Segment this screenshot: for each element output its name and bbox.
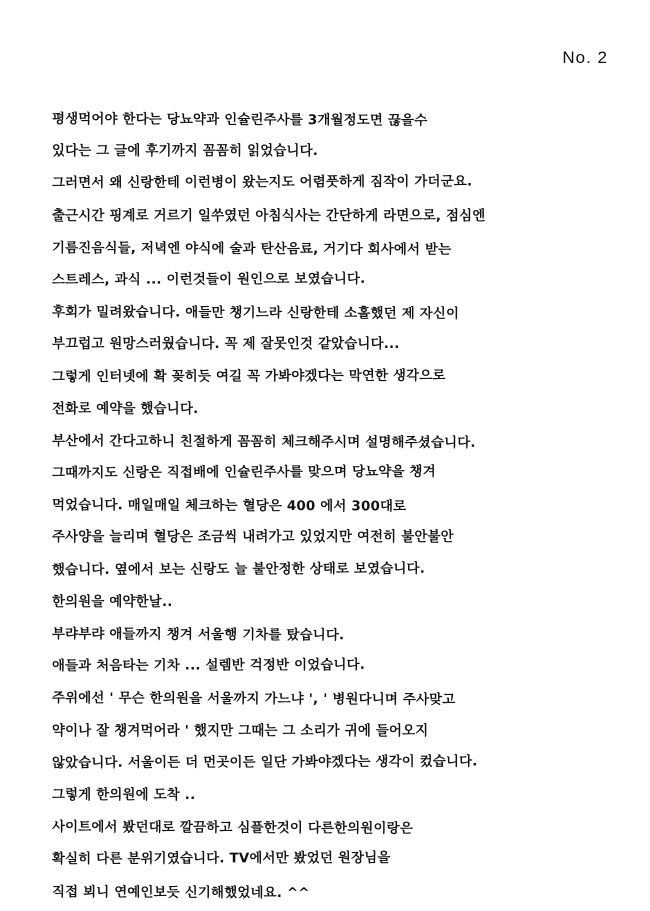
letter-line: 그때까지도 신랑은 직접배에 인슐린주사를 맞으며 당뇨약을 챙겨 [51, 464, 436, 482]
page-number: No. 2 [562, 48, 608, 67]
letter-line: 스트레스, 과식 ... 이런것들이 원인으로 보였습니다. [51, 271, 366, 288]
letter-line: 출근시간 핑계로 거르기 일쑤였던 아침식사는 간단하게 라면으로, 점심엔 [52, 208, 486, 224]
letter-line: 애들과 처음타는 기차 ... 설렘반 걱정반 이었습니다. [51, 658, 366, 675]
letter-line: 그러면서 왜 신랑한테 이런병이 왔는지도 어렴풋하게 짐작이 가더군요. [51, 174, 473, 192]
letter-line: 부산에서 간다고하니 친절하게 꼼꼼히 체크해주시며 설명해주셨습니다. [51, 433, 476, 451]
letter-line: 기름진음식들, 저녁엔 야식에 술과 탄산음료, 거기다 회사에서 받는 [51, 240, 452, 258]
letter-line: 주사양을 늘리며 혈당은 조금씩 내려가고 있었지만 여전히 불안불안 [52, 530, 454, 546]
letter-line: 사이트에서 봤던대로 깔끔하고 심플한것이 다른한의원이랑은 [51, 820, 414, 837]
letter-line: 그렇게 한의원에 도착 .. [52, 787, 196, 803]
letter-line: 있다는 그 글에 후기까지 꼼꼼히 읽었습니다. [52, 144, 319, 160]
letter-line: 확실히 다른 분위기였습니다. TV에서만 봤었던 원장님을 [51, 851, 391, 868]
letter-line: 했습니다. 옆에서 보는 신랑도 늘 불안정한 상태로 보였습니다. [51, 561, 426, 578]
letter-line: 약이나 잘 챙겨먹어라 ' 했지만 그때는 그 소리가 귀에 들어오지 [52, 723, 429, 739]
letter-line: 한의원을 예약한날.. [52, 594, 173, 610]
letter-line: 먹었습니다. 매일매일 체크하는 혈당은 400 에서 300대로 [51, 498, 407, 515]
letter-line: 주위에선 ' 무슨 한의원을 서울까지 가느냐 ', ' 병원다니며 주사맞고 [51, 691, 456, 709]
letter-line: 전화로 예약을 했습니다. [52, 401, 199, 417]
letter-line: 않았습니다. 서울이든 더 먼곳이든 일단 가봐야겠다는 생각이 컸습니다. [51, 754, 478, 771]
letter-body [52, 104, 642, 909]
letter-line: 그렇게 인터넷에 확 꽂히듯 여길 꼭 가봐야겠다는 막연한 생각으로 [51, 368, 446, 385]
letter-line: 부랴부랴 애들까지 챙겨 서울행 기차를 탔습니다. [51, 627, 345, 644]
letter-line: 후회가 밀려왔습니다. 애들만 챙기느라 신랑한테 소홀했던 제 자신이 [51, 305, 460, 322]
letter-line: 직접 뵈니 연예인보듯 신기해했었네요. ^^ [51, 884, 310, 901]
letter-line: 부끄럽고 원망스러웠습니다. 꼭 제 잘못인것 같았습니다... [52, 337, 400, 353]
letter-line: 평생먹어야 한다는 당뇨약과 인슐린주사를 3개월정도면 끊을수 [51, 112, 428, 129]
